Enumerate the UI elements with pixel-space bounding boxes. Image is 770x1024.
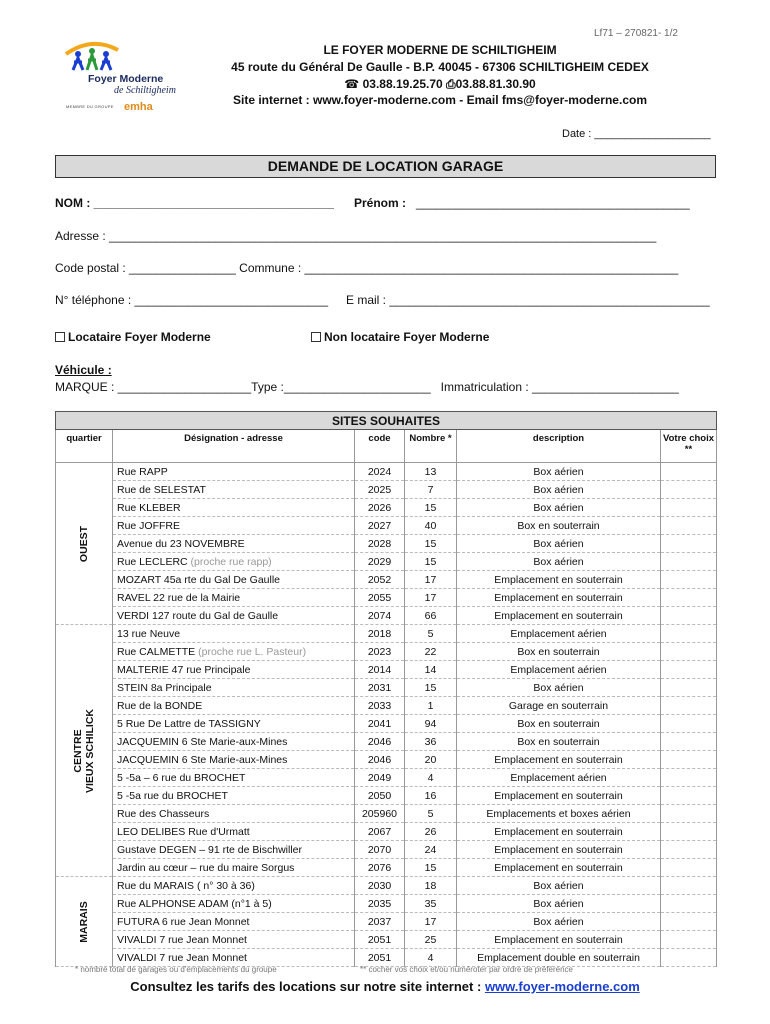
address-cell [113, 571, 355, 589]
choice-cell[interactable] [661, 571, 717, 589]
description-cell: Emplacement en souterrain [457, 841, 661, 859]
locataire-checkbox[interactable] [55, 330, 211, 344]
choice-cell[interactable] [661, 715, 717, 733]
description-cell: Emplacement aérien [457, 625, 661, 643]
code-cell: 2051 [355, 931, 405, 949]
nombre-cell: 5 [405, 625, 457, 643]
address-text: Avenue du 23 NOVEMBRE [117, 537, 245, 550]
col-designation: Désignation - adresse [113, 430, 355, 463]
choice-cell[interactable] [661, 877, 717, 895]
choice-cell[interactable] [661, 805, 717, 823]
table-row [56, 913, 717, 931]
nombre-cell: 5 [405, 805, 457, 823]
choice-cell[interactable] [661, 841, 717, 859]
code-cell: 2024 [355, 463, 405, 481]
nombre-cell: 1 [405, 697, 457, 715]
choice-cell[interactable] [661, 949, 717, 967]
description-cell: Emplacement en souterrain [457, 823, 661, 841]
choice-cell[interactable] [661, 499, 717, 517]
code-cell: 2055 [355, 589, 405, 607]
quartier-name-2: VIEUX SCHILICK [84, 708, 96, 793]
consult-text: Consultez les tarifs des locations sur notre site internet : [130, 979, 485, 994]
address-text: JACQUEMIN 6 Ste Marie-aux-Mines [117, 753, 288, 766]
nombre-cell: 25 [405, 931, 457, 949]
choice-cell[interactable] [661, 733, 717, 751]
description-cell: Emplacement en souterrain [457, 787, 661, 805]
code-cell: 2027 [355, 517, 405, 535]
code-cell: 2026 [355, 499, 405, 517]
choice-cell[interactable] [661, 463, 717, 481]
non-locataire-label: Non locataire Foyer Moderne [324, 330, 490, 344]
code-cell: 2035 [355, 895, 405, 913]
choice-cell[interactable] [661, 553, 717, 571]
code-cell: 2033 [355, 697, 405, 715]
nombre-cell: 7 [405, 481, 457, 499]
address-text: Rue de la BONDE [117, 699, 203, 712]
org-contact [200, 77, 680, 92]
nombre-cell: 15 [405, 859, 457, 877]
nombre-cell: 15 [405, 553, 457, 571]
table-row [56, 949, 717, 967]
nombre-cell: 13 [405, 463, 457, 481]
address-cell [113, 625, 355, 643]
description-cell: Emplacement en souterrain [457, 931, 661, 949]
org-address: 45 route du Général De Gaulle - B.P. 40045 - 67306 SCHILTIGHEIM CEDEX [231, 60, 649, 74]
quartier-name: OUEST [78, 525, 90, 562]
address-text: 5 -5a – 6 rue du BROCHET [117, 771, 246, 784]
nombre-cell: 4 [405, 949, 457, 967]
description-cell: Box aérien [457, 499, 661, 517]
quartier-cell [56, 877, 113, 967]
choice-cell[interactable] [661, 913, 717, 931]
choice-cell[interactable] [661, 895, 717, 913]
description-cell: Box aérien [457, 913, 661, 931]
choice-cell[interactable] [661, 625, 717, 643]
address-text: Rue ALPHONSE ADAM (n°1 à 5) [117, 897, 272, 910]
nombre-cell: 17 [405, 589, 457, 607]
address-text: 5 -5a rue du BROCHET [117, 789, 228, 802]
table-row [56, 751, 717, 769]
description-cell: Emplacement aérien [457, 661, 661, 679]
code-cell: 2018 [355, 625, 405, 643]
address-text: JACQUEMIN 6 Ste Marie-aux-Mines [117, 735, 288, 748]
checkbox-icon[interactable] [311, 332, 321, 342]
address-text: 5 Rue De Lattre de TASSIGNY [117, 717, 261, 730]
code-cell: 2030 [355, 877, 405, 895]
website-link[interactable]: www.foyer-moderne.com [484, 979, 640, 994]
description-cell: Box aérien [457, 553, 661, 571]
description-cell: Box en souterrain [457, 643, 661, 661]
address-text: 13 rue Neuve [117, 627, 181, 640]
address-cell [113, 823, 355, 841]
col-nombre: Nombre * [405, 430, 457, 463]
quartier-cell [56, 463, 113, 625]
description-cell: Emplacement aérien [457, 769, 661, 787]
table-row [56, 715, 717, 733]
phone-number: 03.88.19.25.70 [362, 77, 443, 91]
address-text: Rue du MARAIS ( n° 30 à 36) [117, 879, 255, 892]
table-row [56, 589, 717, 607]
address-cell [113, 535, 355, 553]
table-row [56, 499, 717, 517]
nombre-cell: 26 [405, 823, 457, 841]
choice-cell[interactable] [661, 787, 717, 805]
code-cell: 2076 [355, 859, 405, 877]
address-cell [113, 481, 355, 499]
code-postal-commune-field[interactable]: Code postal : ________________ Commune : ________________________________________________________ [55, 261, 679, 275]
org-web-email: Site internet : www.foyer-moderne.com - Email fms@foyer-moderne.com [232, 93, 647, 107]
table-row [56, 481, 717, 499]
address-cell [113, 895, 355, 913]
code-cell: 2070 [355, 841, 405, 859]
address-text: RAVEL 22 rue de la Mairie [117, 591, 241, 604]
choice-cell[interactable] [661, 643, 717, 661]
locataire-label: Locataire Foyer Moderne [68, 330, 211, 344]
consult-tarifs [0, 979, 770, 994]
address-cell [113, 715, 355, 733]
description-cell: Emplacement en souterrain [457, 607, 661, 625]
table-row [56, 571, 717, 589]
address-cell [113, 859, 355, 877]
address-cell [113, 751, 355, 769]
address-cell [113, 589, 355, 607]
choice-cell[interactable] [661, 931, 717, 949]
table-row [56, 553, 717, 571]
nombre-cell: 17 [405, 913, 457, 931]
address-cell [113, 787, 355, 805]
address-cell [113, 553, 355, 571]
description-cell: Emplacement en souterrain [457, 571, 661, 589]
logo-figures-icon [62, 40, 122, 74]
choice-cell[interactable] [661, 661, 717, 679]
nombre-cell: 36 [405, 733, 457, 751]
sites-table [55, 411, 717, 967]
telephone-field[interactable]: N° téléphone : _____________________________ [55, 293, 329, 307]
prenom-field[interactable]: _________________________________________ [416, 196, 690, 210]
nombre-cell: 15 [405, 535, 457, 553]
table-row [56, 877, 717, 895]
sites-heading: SITES SOUHAITES [56, 412, 717, 430]
nombre-cell: 16 [405, 787, 457, 805]
code-cell: 2074 [355, 607, 405, 625]
address-cell [113, 931, 355, 949]
quartier-cell [56, 625, 113, 877]
code-cell: 2067 [355, 823, 405, 841]
address-text: Rue JOFFRE [117, 519, 181, 532]
code-cell: 2037 [355, 913, 405, 931]
checkbox-icon[interactable] [55, 332, 65, 342]
choice-cell[interactable] [661, 535, 717, 553]
address-cell [113, 643, 355, 661]
logo-group: emha [124, 101, 153, 113]
page-title: DEMANDE DE LOCATION GARAGE [55, 155, 716, 178]
non-locataire-checkbox[interactable] [311, 330, 489, 344]
table-row [56, 661, 717, 679]
code-cell: 2029 [355, 553, 405, 571]
address-cell [113, 661, 355, 679]
address-text: VIVALDI 7 rue Jean Monnet [117, 933, 247, 946]
address-cell [113, 607, 355, 625]
code-cell: 2028 [355, 535, 405, 553]
table-row [56, 625, 717, 643]
address-cell [113, 733, 355, 751]
description-cell: Emplacement en souterrain [457, 589, 661, 607]
footnote-nombre: * nombre total de garages ou d'emplacements du groupe [75, 965, 277, 974]
description-cell: Box en souterrain [457, 715, 661, 733]
address-cell [113, 769, 355, 787]
description-cell: Box aérien [457, 877, 661, 895]
code-cell: 2050 [355, 787, 405, 805]
quartier-label [72, 708, 96, 792]
choice-cell[interactable] [661, 697, 717, 715]
choice-cell[interactable] [661, 517, 717, 535]
address-text: Rue CALMETTE [117, 645, 196, 658]
address-note: (proche rue rapp) [187, 555, 272, 568]
vehicule-fields[interactable]: MARQUE : ____________________Type :______________________ Immatriculation : ______________________ [55, 380, 679, 394]
choice-cell[interactable] [661, 679, 717, 697]
address-text: LEO DELIBES Rue d'Urmatt [117, 825, 250, 838]
address-cell [113, 805, 355, 823]
table-row [56, 787, 717, 805]
document-reference: Lf71 – 270821- 1/2 [594, 28, 678, 39]
choice-cell[interactable] [661, 859, 717, 877]
prenom-label: Prénom : [354, 196, 407, 210]
address-cell [113, 877, 355, 895]
quartier-label [78, 901, 90, 942]
description-cell: Garage en souterrain [457, 697, 661, 715]
choice-cell[interactable] [661, 769, 717, 787]
address-text: Rue KLEBER [117, 501, 181, 514]
table-row [56, 697, 717, 715]
table-row [56, 463, 717, 481]
code-cell: 2014 [355, 661, 405, 679]
table-row [56, 517, 717, 535]
code-cell: 2023 [355, 643, 405, 661]
code-cell: 2049 [355, 769, 405, 787]
address-text: STEIN 8a Principale [117, 681, 212, 694]
description-cell: Box aérien [457, 463, 661, 481]
table-row [56, 607, 717, 625]
logo-name: Foyer Moderne [88, 73, 164, 85]
logo-subtitle: de Schiltigheim [114, 85, 176, 96]
address-cell [113, 697, 355, 715]
quartier-name: MARAIS [78, 900, 90, 943]
col-quartier: quartier [56, 430, 113, 463]
address-text: FUTURA 6 rue Jean Monnet [117, 915, 250, 928]
fax-number: 03.88.81.30.90 [455, 77, 536, 91]
code-cell: 2041 [355, 715, 405, 733]
nombre-cell: 4 [405, 769, 457, 787]
address-text: Jardin au cœur – rue du maire Sorgus [117, 861, 295, 874]
address-text: MOZART 45a rte du Gal De Gaulle [117, 573, 281, 586]
phone-icon: ☎ [344, 77, 360, 91]
nombre-cell: 17 [405, 571, 457, 589]
nombre-cell: 20 [405, 751, 457, 769]
table-row [56, 733, 717, 751]
choice-cell[interactable] [661, 481, 717, 499]
address-cell [113, 913, 355, 931]
description-cell: Emplacement en souterrain [457, 859, 661, 877]
code-cell: 2046 [355, 733, 405, 751]
table-row [56, 895, 717, 913]
table-row [56, 931, 717, 949]
description-cell: Box en souterrain [457, 517, 661, 535]
address-text: Rue LECLERC [117, 555, 188, 568]
address-cell [113, 949, 355, 967]
address-text: Rue des Chasseurs [117, 807, 210, 820]
description-cell: Box aérien [457, 481, 661, 499]
description-cell: Box aérien [457, 895, 661, 913]
nombre-cell: 40 [405, 517, 457, 535]
address-cell [113, 499, 355, 517]
fax-icon: ⎙ [446, 77, 456, 91]
foyer-moderne-logo [58, 40, 198, 120]
vehicule-heading: Véhicule : [55, 363, 112, 377]
nombre-cell: 35 [405, 895, 457, 913]
description-cell: Box aérien [457, 535, 661, 553]
quartier-name: CENTRE [72, 728, 84, 773]
table-row [56, 643, 717, 661]
code-cell: 2052 [355, 571, 405, 589]
address-note: (proche rue L. Pasteur) [195, 645, 307, 658]
address-text: Rue RAPP [117, 465, 168, 478]
nombre-cell: 22 [405, 643, 457, 661]
nombre-cell: 18 [405, 877, 457, 895]
nombre-cell: 66 [405, 607, 457, 625]
table-row [56, 859, 717, 877]
address-cell [113, 463, 355, 481]
adresse-field[interactable]: Adresse : __________________________________________________________________________________ [55, 229, 657, 243]
description-cell: Box aérien [457, 679, 661, 697]
choice-cell[interactable] [661, 751, 717, 769]
nombre-cell: 15 [405, 679, 457, 697]
description-cell: Emplacement en souterrain [457, 751, 661, 769]
col-code: code [355, 430, 405, 463]
table-row [56, 841, 717, 859]
address-text: VIVALDI 7 rue Jean Monnet [117, 951, 247, 964]
choice-cell[interactable] [661, 589, 717, 607]
col-description: description [457, 430, 661, 463]
logo-member-text: MEMBRE DU GROUPE [66, 104, 114, 109]
nombre-cell: 15 [405, 499, 457, 517]
address-cell [113, 517, 355, 535]
table-row [56, 535, 717, 553]
email-field[interactable]: E mail : ________________________________________________ [346, 293, 710, 307]
code-cell: 205960 [355, 805, 405, 823]
nombre-cell: 14 [405, 661, 457, 679]
table-row [56, 769, 717, 787]
quartier-label [78, 525, 90, 561]
date-field[interactable]: Date : ___________________ [562, 128, 711, 140]
description-cell: Emplacements et boxes aérien [457, 805, 661, 823]
nombre-cell: 24 [405, 841, 457, 859]
code-cell: 2025 [355, 481, 405, 499]
nombre-cell: 94 [405, 715, 457, 733]
address-cell [113, 679, 355, 697]
address-text: Gustave DEGEN – 91 rte de Bischwiller [117, 843, 302, 856]
choice-cell[interactable] [661, 607, 717, 625]
description-cell: Emplacement double en souterrain [457, 949, 661, 967]
address-text: MALTERIE 47 rue Principale [117, 663, 251, 676]
org-name: LE FOYER MODERNE DE SCHILTIGHEIM [323, 43, 557, 57]
col-votre-choix: Votre choix ** [661, 430, 717, 463]
code-cell: 2031 [355, 679, 405, 697]
footnote-choix: ** cocher vos choix et/ou numéroter par ordre de préférence [360, 965, 574, 974]
table-row [56, 823, 717, 841]
address-text: Rue de SELESTAT [117, 483, 206, 496]
table-row [56, 679, 717, 697]
nom-field[interactable]: NOM : ____________________________________ [55, 196, 334, 210]
description-cell: Box en souterrain [457, 733, 661, 751]
code-cell: 2051 [355, 949, 405, 967]
address-cell [113, 841, 355, 859]
code-cell: 2046 [355, 751, 405, 769]
table-row [56, 805, 717, 823]
address-text: VERDI 127 route du Gal de Gaulle [117, 609, 279, 622]
choice-cell[interactable] [661, 823, 717, 841]
